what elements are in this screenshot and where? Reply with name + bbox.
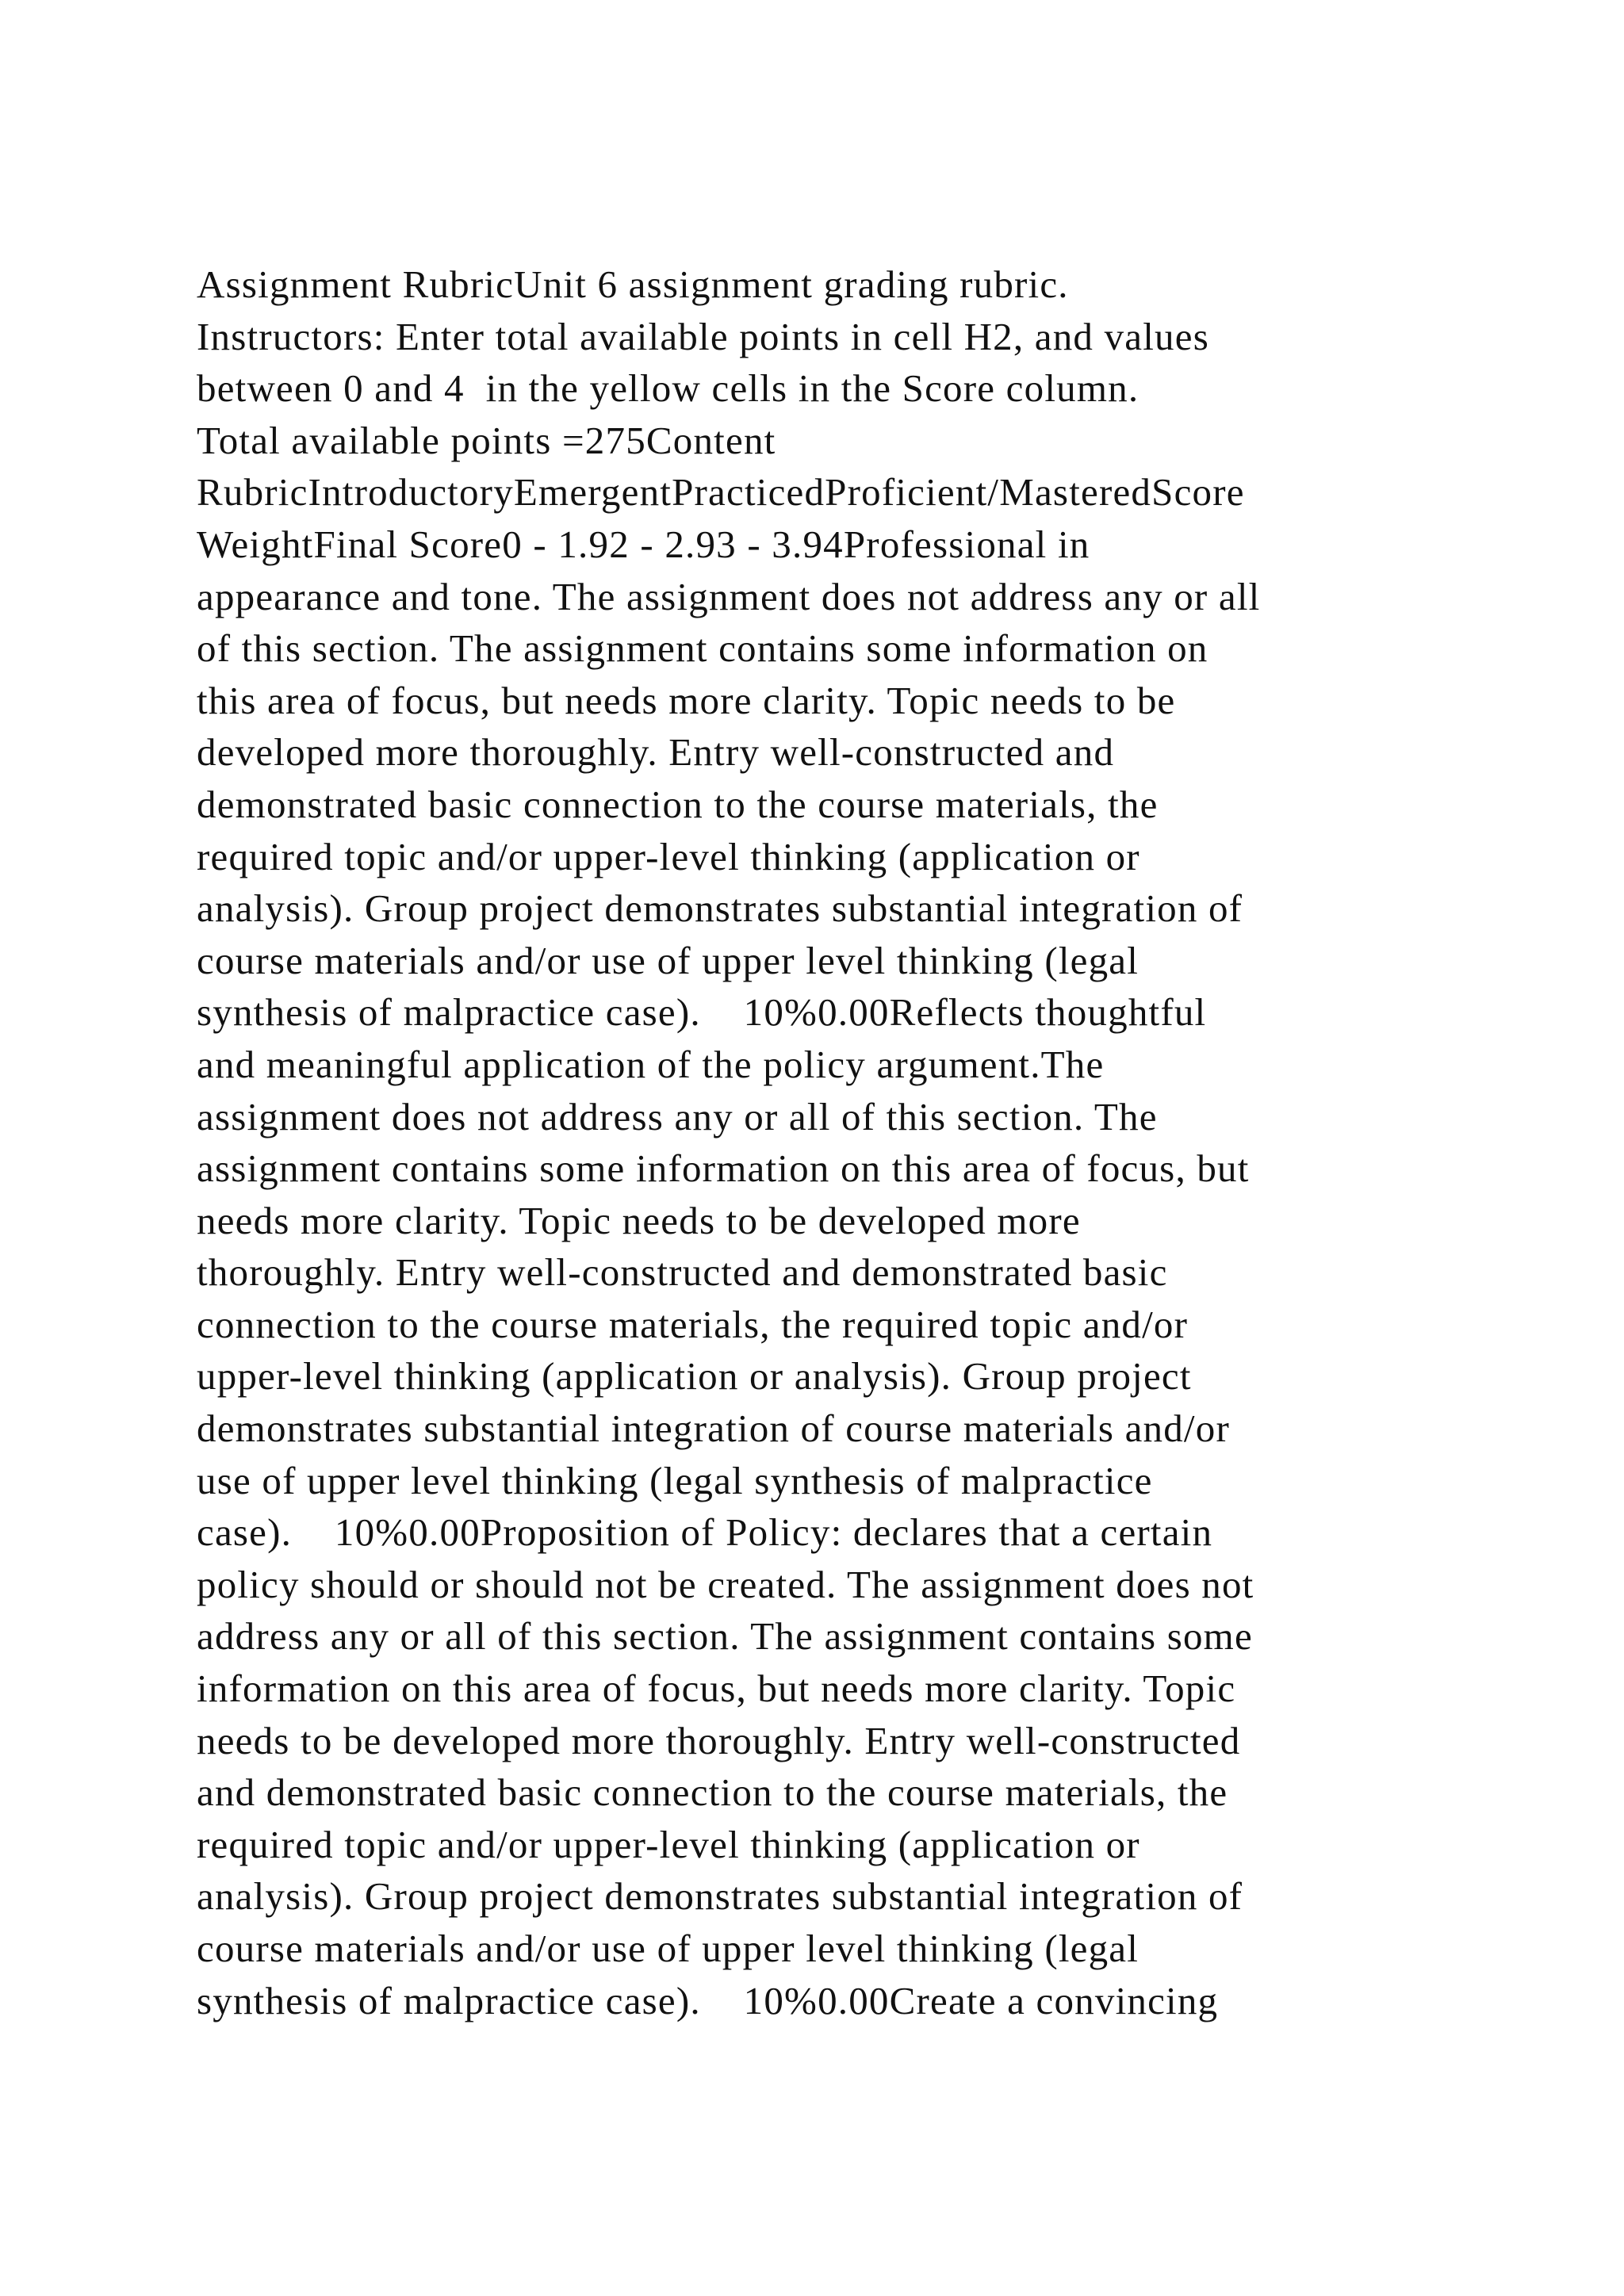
- text-line: between 0 and 4 in the yellow cells in the Score column.: [197, 366, 1139, 411]
- text-line: of this section. The assignment contains some information on: [197, 626, 1208, 671]
- text-line: Total available points =275Content: [197, 418, 776, 462]
- text-line: RubricIntroductoryEmergentPracticedProficient/MasteredScore: [197, 470, 1245, 515]
- text-line: demonstrates substantial integration of course materials and/or: [197, 1406, 1230, 1451]
- text-line: thoroughly. Entry well-constructed and demonstrated basic: [197, 1250, 1168, 1295]
- text-line: address any or all of this section. The assignment contains some: [197, 1614, 1253, 1659]
- text-line: needs to be developed more thoroughly. Entry well-constructed: [197, 1718, 1241, 1762]
- text-line: developed more thoroughly. Entry well-constructed and: [197, 730, 1115, 775]
- text-line: assignment does not address any or all of this section. The: [197, 1094, 1158, 1138]
- document-body: [197, 258, 1497, 2026]
- text-line: policy should or should not be created. The assignment does not: [197, 1562, 1254, 1606]
- text-line: this area of focus, but needs more clarity. Topic needs to be: [197, 678, 1176, 722]
- text-line: WeightFinal Score0 - 1.92 - 2.93 - 3.94Professional in: [197, 522, 1090, 566]
- text-line: synthesis of malpractice case). 10%0.00Create a convincing: [197, 1978, 1219, 2022]
- text-line: required topic and/or upper-level thinking (application or: [197, 1822, 1140, 1866]
- text-line: needs more clarity. Topic needs to be developed more: [197, 1198, 1081, 1242]
- text-line: case). 10%0.00Proposition of Policy: declares that a certain: [197, 1510, 1213, 1555]
- text-line: upper-level thinking (application or analysis). Group project: [197, 1354, 1192, 1399]
- text-line: demonstrated basic connection to the course materials, the: [197, 782, 1159, 826]
- text-line: synthesis of malpractice case). 10%0.00Reflects thoughtful: [197, 990, 1207, 1035]
- text-line: assignment contains some information on this area of focus, but: [197, 1146, 1250, 1191]
- text-line: course materials and/or use of upper level thinking (legal: [197, 1927, 1139, 1970]
- text-line: analysis). Group project demonstrates substantial integration of: [197, 1874, 1243, 1919]
- text-line: required topic and/or upper-level thinking (application or: [197, 834, 1140, 878]
- text-line: Assignment RubricUnit 6 assignment grading rubric.: [197, 262, 1069, 306]
- text-line: connection to the course materials, the required topic and/or: [197, 1302, 1189, 1346]
- text-line: use of upper level thinking (legal synthesis of malpractice: [197, 1458, 1153, 1502]
- text-line: analysis). Group project demonstrates substantial integration of: [197, 886, 1243, 931]
- text-line: Instructors: Enter total available points in cell H2, and values: [197, 314, 1209, 358]
- text-line: and demonstrated basic connection to the course materials, the: [197, 1770, 1228, 1815]
- text-line: appearance and tone. The assignment does not address any or all: [197, 574, 1261, 618]
- text-line: information on this area of focus, but needs more clarity. Topic: [197, 1667, 1236, 1711]
- text-line: course materials and/or use of upper level thinking (legal: [197, 938, 1139, 982]
- text-line: and meaningful application of the policy argument.The: [197, 1042, 1105, 1086]
